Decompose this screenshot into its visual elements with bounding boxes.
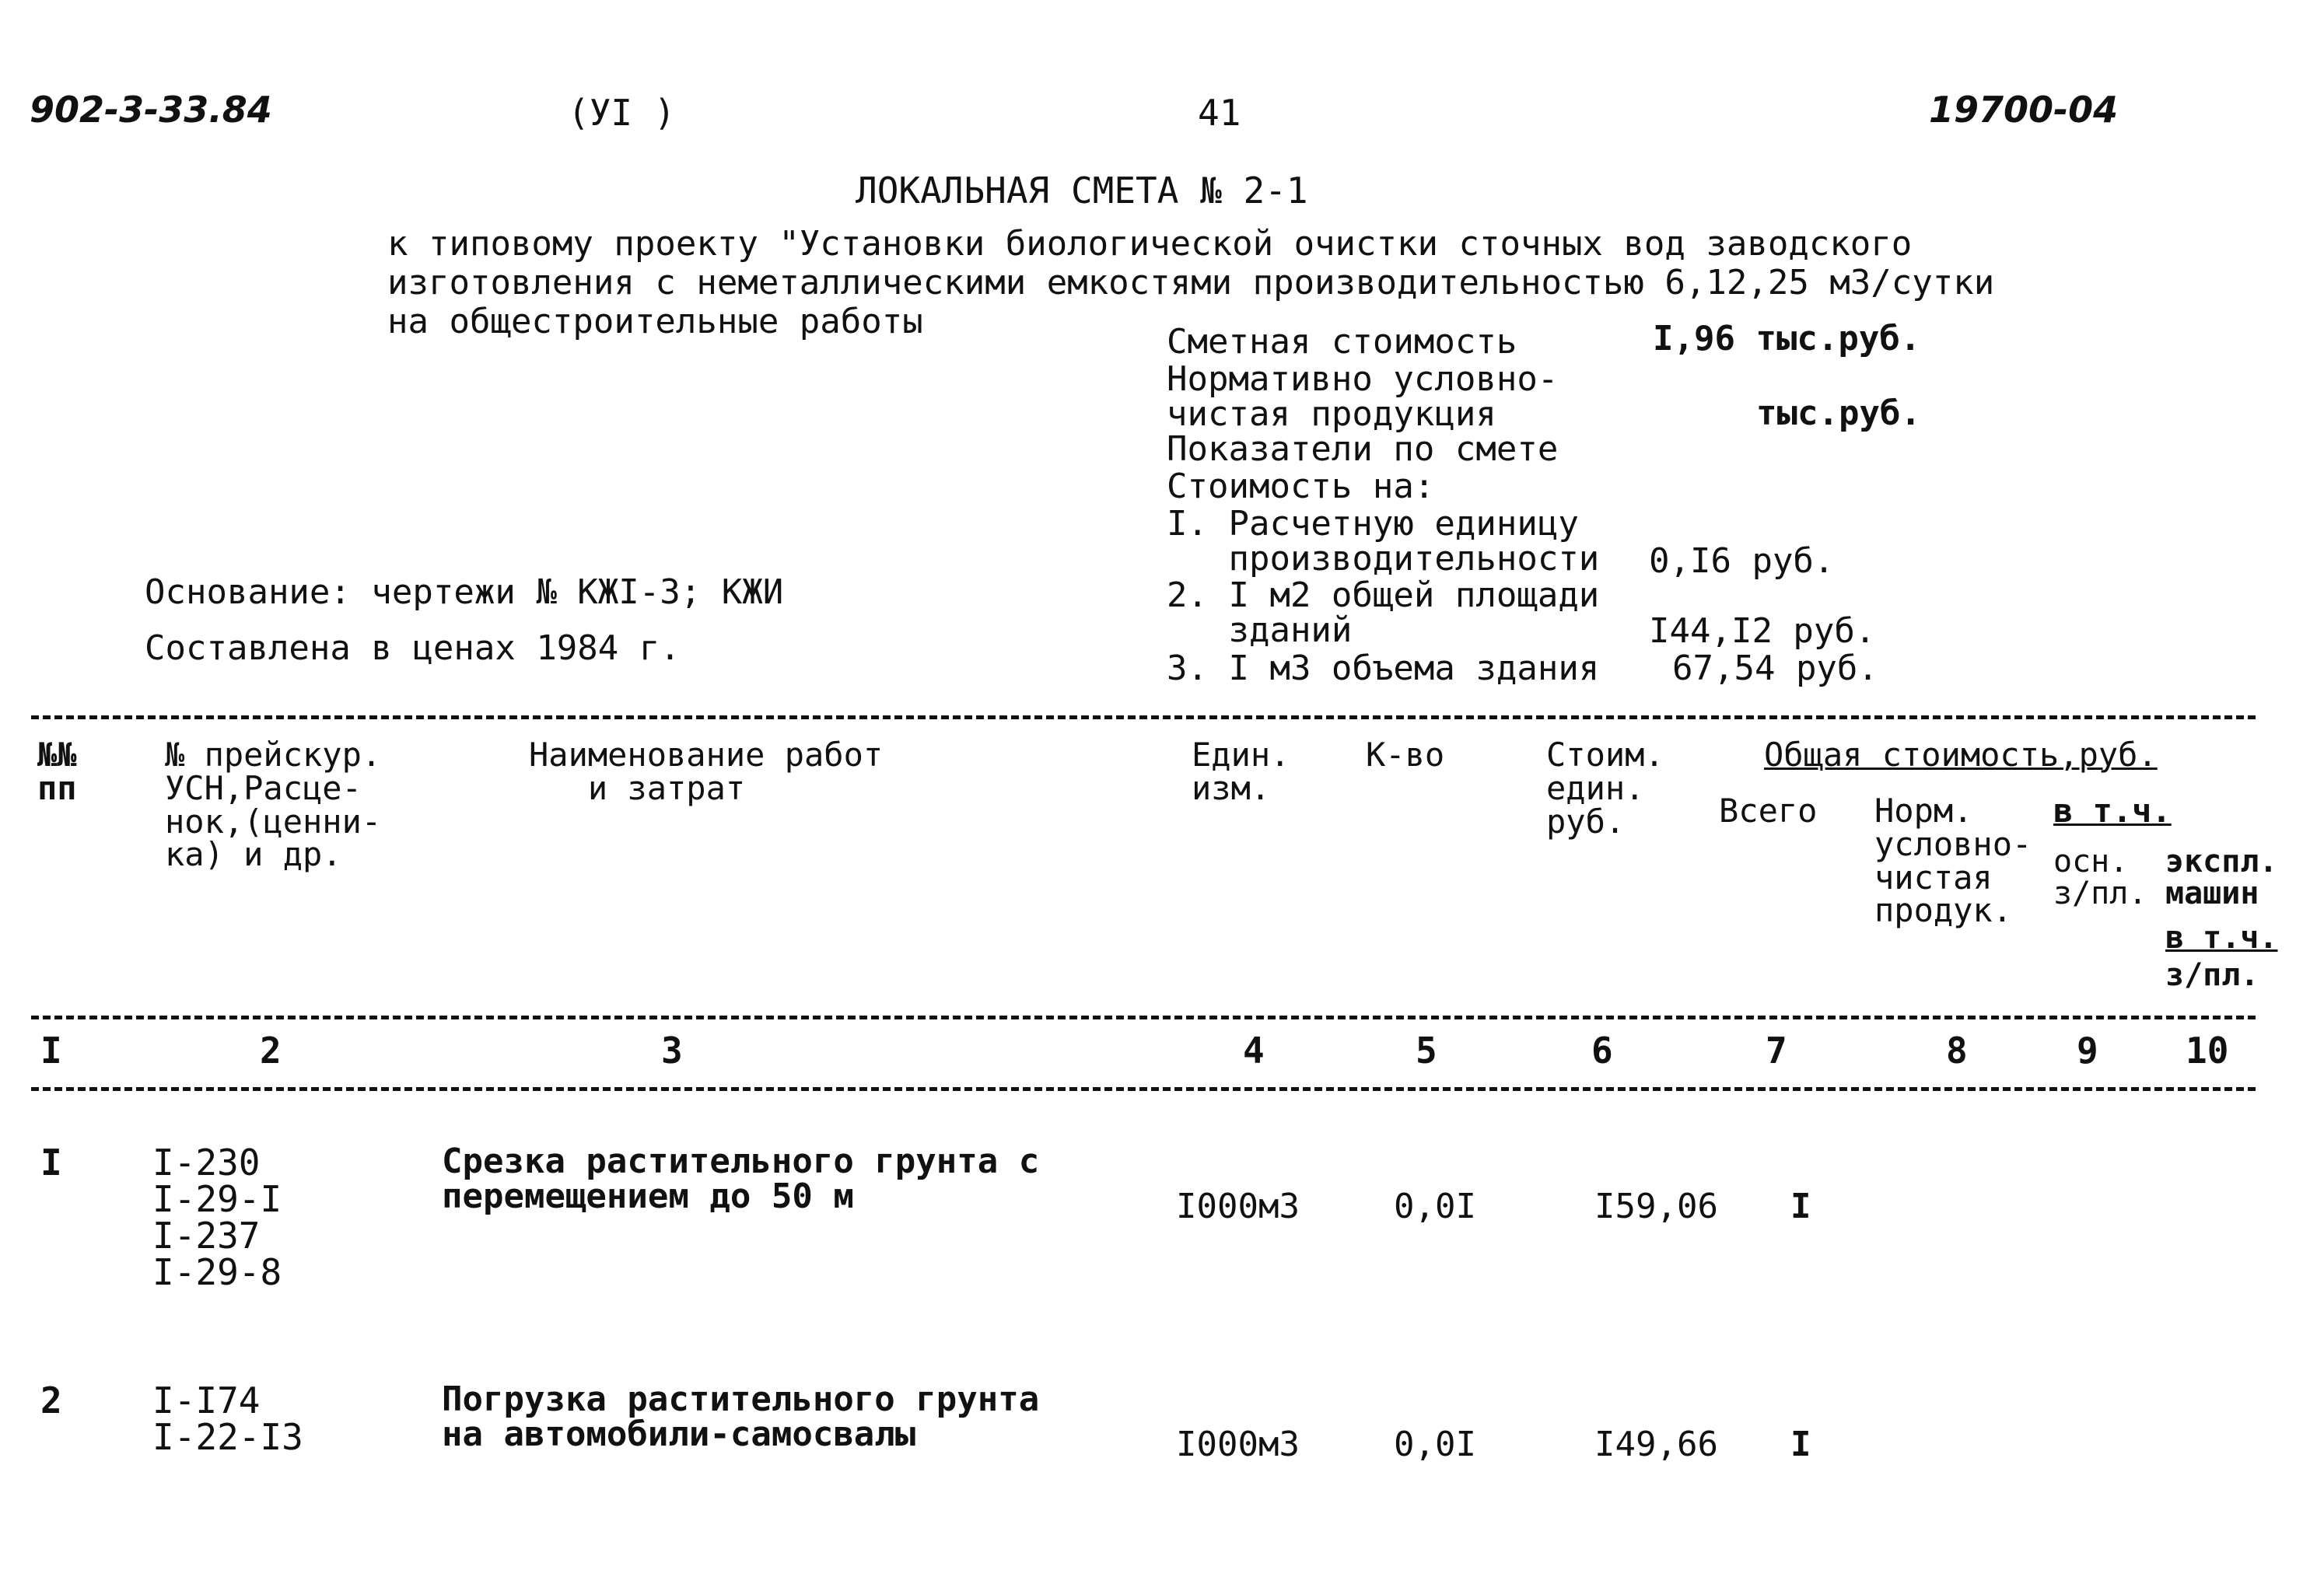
column-numbers-rule — [31, 1087, 2256, 1091]
net-output-label: Нормативно условно- чистая продукция — [1167, 359, 1559, 434]
indicators-label: Показатели по смете — [1167, 429, 1559, 469]
estimated-cost-label: Сметная стоимость — [1167, 322, 1517, 362]
column-number: 6 — [1591, 1030, 1613, 1072]
net-output-value: тыс.руб. — [1756, 393, 1921, 433]
column-header-num: №№ пп — [37, 736, 77, 807]
row-work-name: Срезка растительного грунта с перемещением до 50 м — [442, 1142, 1040, 1216]
row-total: I — [1790, 1425, 1811, 1464]
column-number: 3 — [661, 1030, 683, 1072]
row-work-name: Погрузка растительного грунта на автомобили-самосвалы — [442, 1379, 1040, 1454]
row-unit: I000м3 — [1176, 1187, 1300, 1226]
column-header-including: в т.ч. — [2053, 792, 2172, 830]
row-codes: I-230 I-29-I I-237 I-29-8 — [152, 1142, 282, 1293]
row-total: I — [1790, 1187, 1811, 1226]
column-header-total-cost: Общая стоимость,руб. — [1764, 736, 2158, 774]
column-number: 4 — [1243, 1030, 1265, 1072]
column-header-qty: К-во — [1366, 736, 1445, 774]
album-number: (УI ) — [568, 92, 676, 134]
inventory-number: 19700-04 — [1929, 89, 2119, 131]
column-number: 9 — [2077, 1030, 2098, 1072]
subtitle-line-2: изготовления с неметаллическими емкостями производительностью 6,12,25 м3/сутки — [387, 263, 1995, 302]
indicator-1-label: I. Расчетную единицу производительности — [1167, 504, 1600, 579]
cost-for-label: Стоимость на: — [1167, 467, 1435, 506]
header-bottom-rule — [31, 1016, 2256, 1019]
row-quantity: 0,0I — [1394, 1187, 1476, 1226]
row-quantity: 0,0I — [1394, 1425, 1476, 1464]
document-code: 902-3-33.84 — [30, 89, 272, 131]
column-header-machines-wages: з/пл. — [2165, 957, 2259, 993]
column-number: I — [40, 1030, 62, 1072]
column-header-name: Наименование работ и затрат — [529, 736, 884, 807]
indicator-3-value: 67,54 руб. — [1672, 649, 1878, 688]
indicator-2-label: 2. I м2 общей площади зданий — [1167, 575, 1600, 650]
estimated-cost-value: I,96 тыс.руб. — [1653, 319, 1921, 358]
column-number: 7 — [1766, 1030, 1787, 1072]
column-header-unit-cost: Стоим. един. руб. — [1546, 736, 1664, 841]
indicator-1-value: 0,I6 руб. — [1649, 541, 1835, 581]
subtitle-line-1: к типовому проекту "Установки биологической очистки сточных вод заводского — [387, 224, 1913, 264]
row-unit-cost: I49,66 — [1594, 1425, 1718, 1464]
column-number: 10 — [2186, 1030, 2229, 1072]
row-number: 2 — [40, 1379, 62, 1421]
column-number: 5 — [1416, 1030, 1437, 1072]
table-top-rule — [31, 715, 2256, 719]
column-header-machines: экспл. машин — [2165, 844, 2278, 911]
column-header-total: Всего — [1719, 792, 1818, 830]
column-header-wages: осн. з/пл. — [2053, 844, 2147, 911]
estimate-title: ЛОКАЛЬНАЯ СМЕТА № 2-1 — [856, 170, 1308, 212]
column-header-unit: Един. изм. — [1192, 736, 1290, 807]
column-number: 2 — [260, 1030, 282, 1072]
column-header-codes: № прейскур. УСН,Расце- нок,(ценни- ка) и др. — [165, 736, 382, 874]
column-header-net-output: Норм. условно- чистая продук. — [1874, 792, 2032, 930]
indicator-2-value: I44,I2 руб. — [1649, 611, 1876, 651]
row-unit-cost: I59,06 — [1594, 1187, 1718, 1226]
indicator-3-label: 3. I м3 объема здания — [1167, 649, 1600, 688]
row-codes: I-I74 I-22-I3 — [152, 1379, 303, 1458]
column-number: 8 — [1946, 1030, 1968, 1072]
row-unit: I000м3 — [1176, 1425, 1300, 1464]
basis-text: Основание: чертежи № КЖI-3; КЖИ — [145, 572, 784, 612]
prices-text: Составлена в ценах 1984 г. — [145, 628, 681, 668]
row-number: I — [40, 1142, 62, 1184]
column-header-machines-including: в т.ч. — [2165, 920, 2278, 956]
page-number: 41 — [1198, 92, 1241, 134]
subtitle-line-3: на общестроительные работы — [387, 302, 923, 341]
